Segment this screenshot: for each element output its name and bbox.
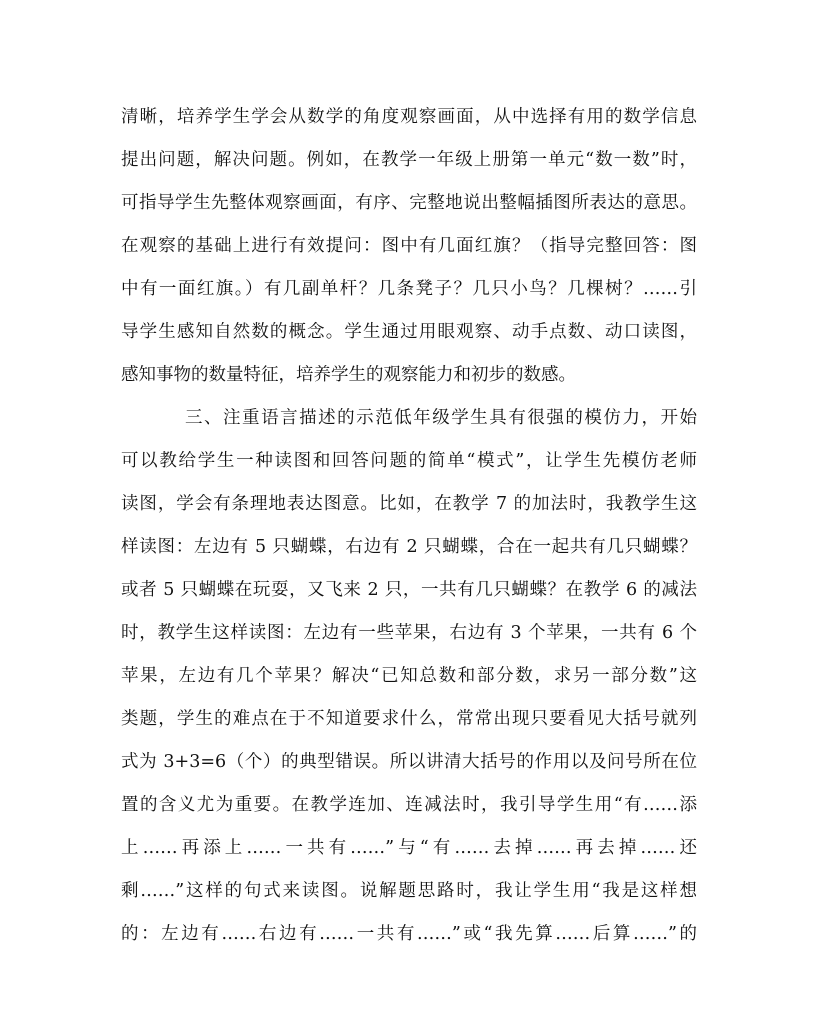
paragraph-line: 或者 5 只蝴蝶在玩耍，又飞来 2 只，一共有几只蝴蝶？在教学 6 的减法 <box>121 580 697 600</box>
paragraph-line: 式为 3+3=6（个）的典型错误。所以讲清大括号的作用以及问号所在位 <box>121 752 697 772</box>
paragraph-line: 的：左边有……右边有……一共有……”或“我先算……后算……”的 <box>121 924 697 944</box>
paragraph-line: 中有一面红旗。）有几副单杆？几条凳子？几只小鸟？几棵树？……引 <box>121 279 697 299</box>
paragraph-line: 提出问题，解决问题。例如，在教学一年级上册第一单元“数一数”时， <box>121 150 697 170</box>
paragraph-line: 可指导学生先整体观察画面，有序、完整地说出整幅插图所表达的意思。 <box>121 193 697 213</box>
paragraph-line: 类题，学生的难点在于不知道要求什么，常常出现只要看见大括号就列 <box>121 709 697 729</box>
paragraph-line: 上……再添上……一共有……”与“有……去掉……再去掉……还 <box>121 838 697 858</box>
paragraph-line: 剩……”这样的句式来读图。说解题思路时，我让学生用“我是这样想 <box>121 881 697 901</box>
paragraph-line: 清晰，培养学生学会从数学的角度观察画面，从中选择有用的数学信息 <box>121 107 697 127</box>
paragraph-line: 感知事物的数量特征，培养学生的观察能力和初步的数感。 <box>121 365 576 385</box>
paragraph-line: 可以教给学生一种读图和回答问题的简单“模式”，让学生先模仿老师 <box>121 451 697 471</box>
paragraph-line: 读图，学会有条理地表达图意。比如，在教学 7 的加法时，我教学生这 <box>121 494 697 514</box>
paragraph-line: 置的含义尤为重要。在教学连加、连减法时，我引导学生用“有……添 <box>121 795 697 815</box>
paragraph-line: 导学生感知自然数的概念。学生通过用眼观察、动手点数、动口读图， <box>121 322 697 342</box>
paragraph-line: 样读图：左边有 5 只蝴蝶，右边有 2 只蝴蝶，合在一起共有几只蝴蝶？ <box>121 537 697 557</box>
paragraph-line: 时，教学生这样读图：左边有一些苹果，右边有 3 个苹果，一共有 6 个 <box>121 623 697 643</box>
paragraph-line: 三、注重语言描述的示范低年级学生具有很强的模仿力，开始 <box>185 408 697 428</box>
paragraph-line: 苹果，左边有几个苹果？解决“已知总数和部分数，求另一部分数”这 <box>121 666 697 686</box>
paragraph-line: 在观察的基础上进行有效提问：图中有几面红旗？（指导完整回答：图 <box>121 236 697 256</box>
